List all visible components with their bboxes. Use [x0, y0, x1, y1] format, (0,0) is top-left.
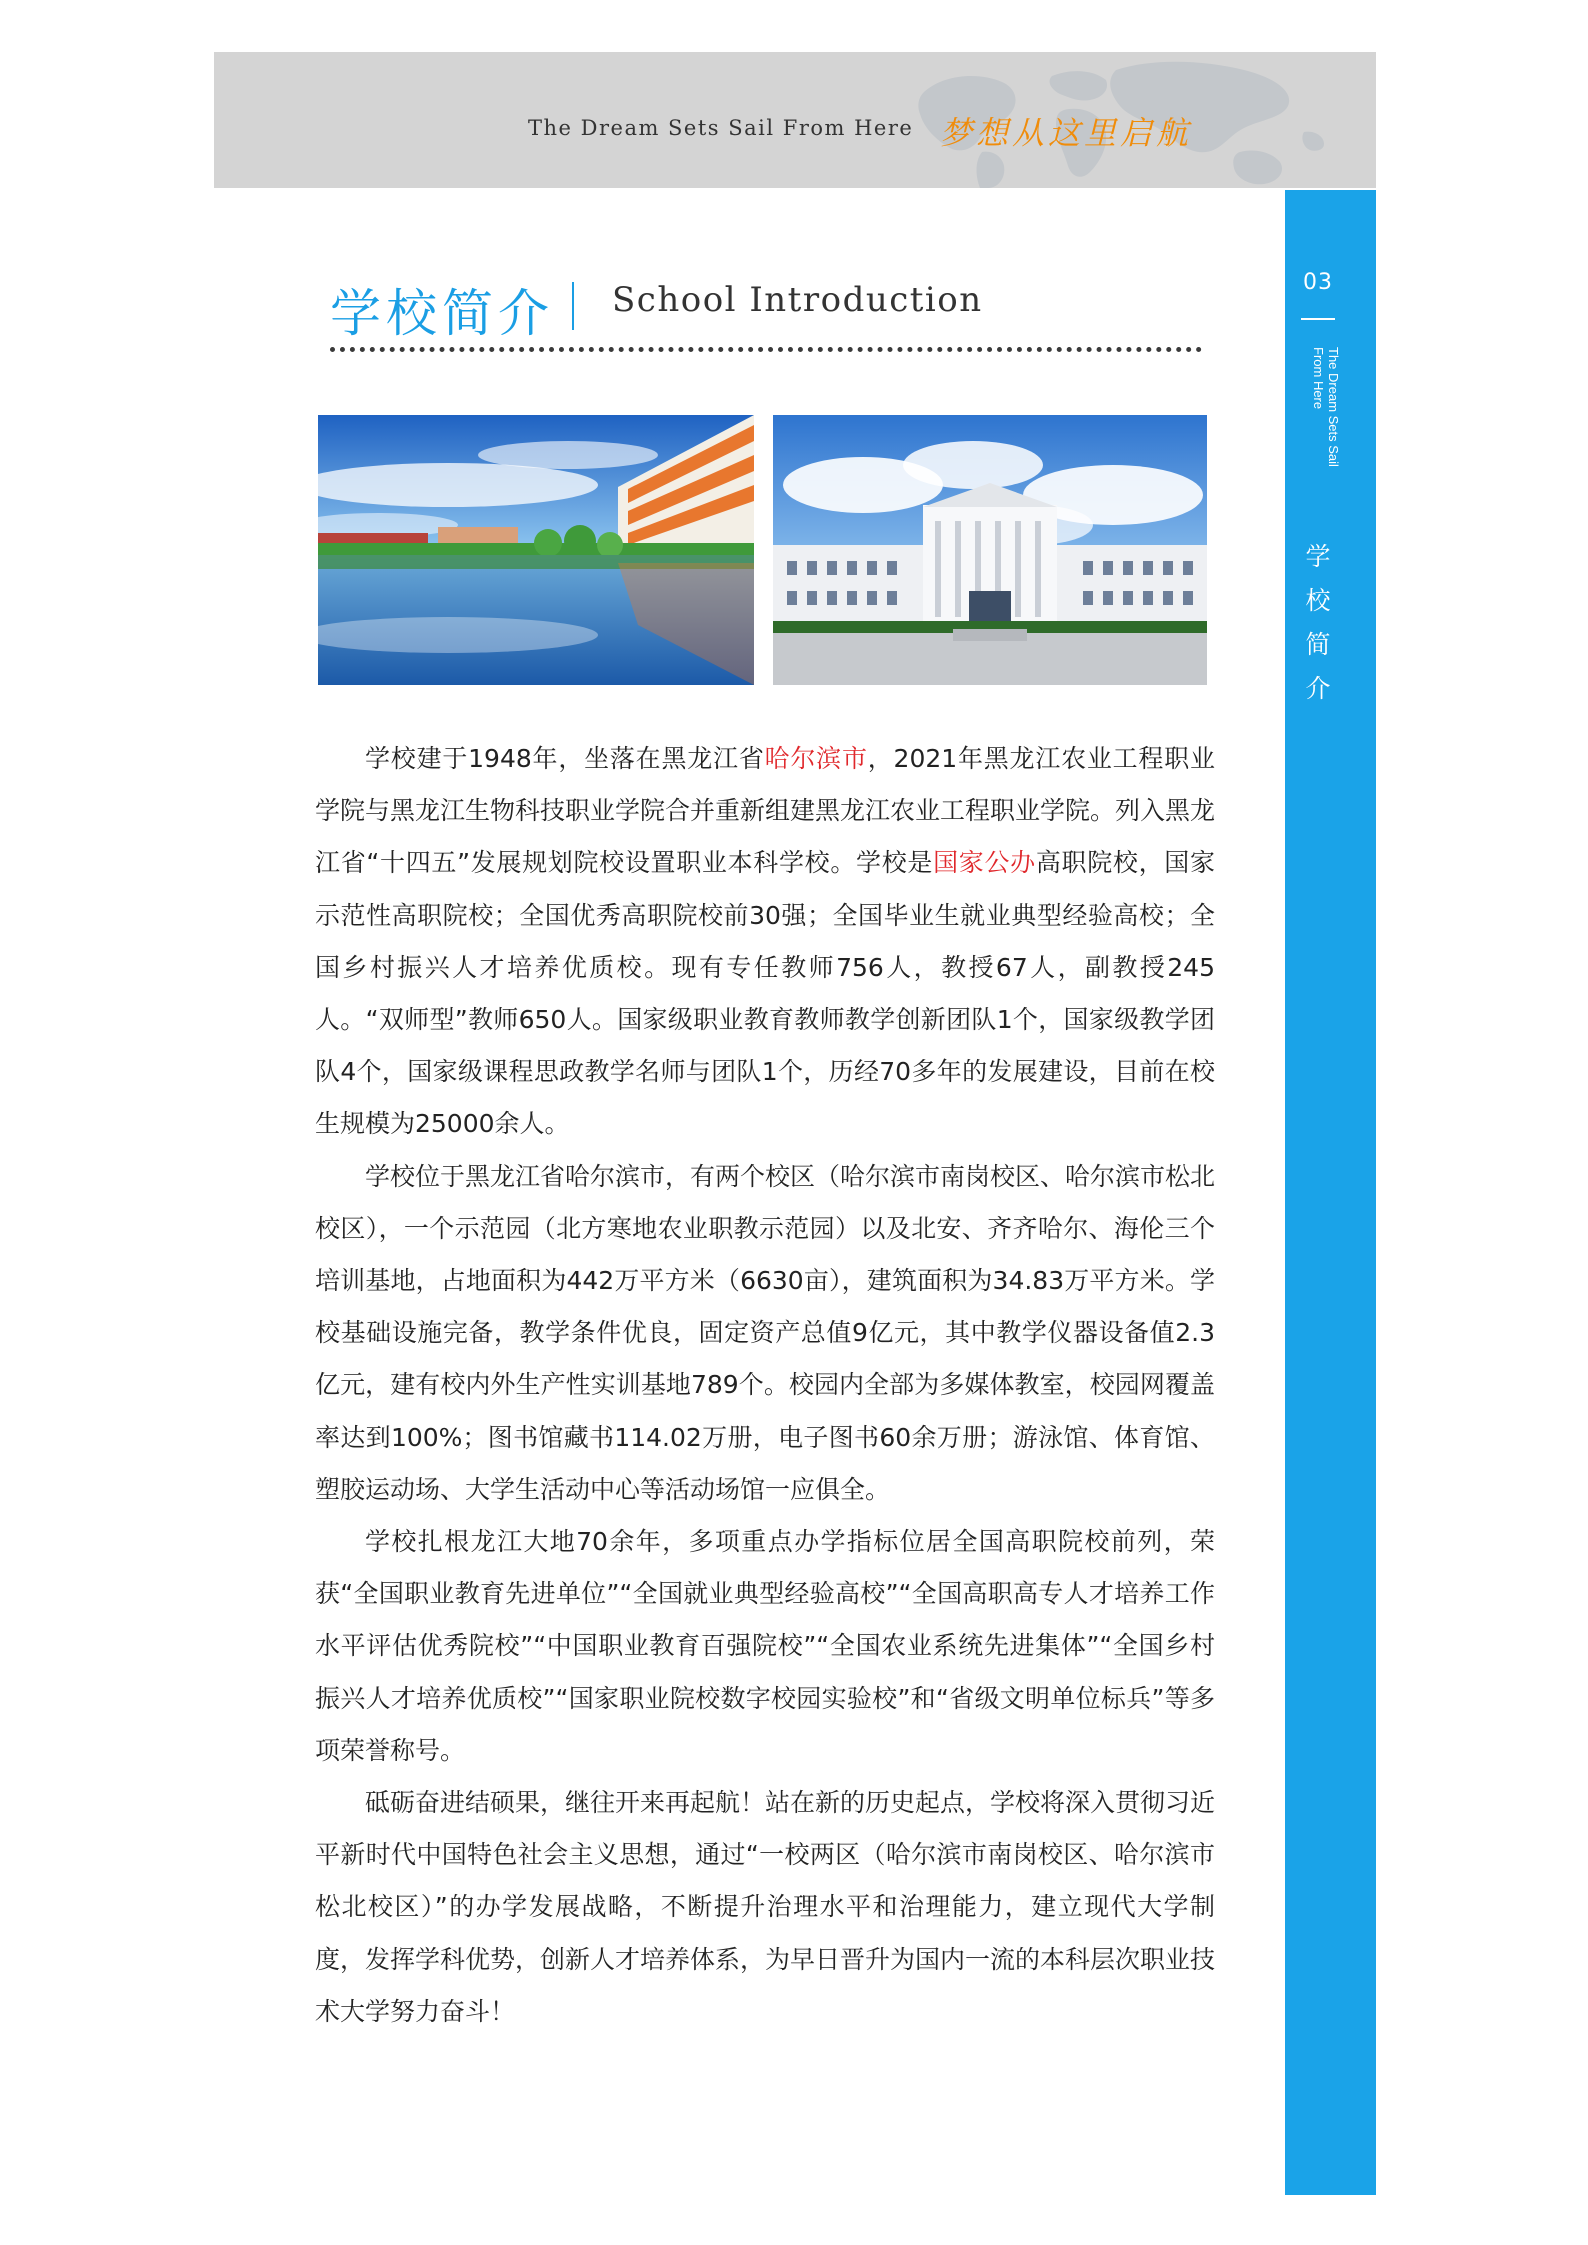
highlight-public: 国家公办	[933, 848, 1036, 878]
main-building-photo	[773, 415, 1207, 685]
page-number: 03	[1303, 270, 1333, 295]
paragraph-2: 学校位于黑龙江省哈尔滨市，有两个校区（哈尔滨市南岗校区、哈尔滨市松北校区），一个示范园（北方寒地农业职教示范园）以及北安、齐齐哈尔、海伦三个培训基地，占地面积为442万平方米（6630亩），建筑面积为34.83万平方米。学校基础设施完备，教学条件优良，固定资产总值9亿元，其中教学仪器设备值2.3亿元，建有校内外生产性实训基地789个。校园内全部为多媒体教室，校园网覆盖率达到100%；图书馆藏书114.02万册，电子图书60余万册；游泳馆、体育馆、塑胶运动场、大学生活动中心等活动场馆一应俱全。	[315, 1161, 1216, 1504]
section-title-en: School Introduction	[612, 280, 983, 320]
side-section-label	[1285, 535, 1351, 711]
paragraph-1-part-b: ，2021年黑龙江农业工程职业学院与黑龙江生物科技职业学院合并重新组建黑龙江农业工程职业学院。列入黑龙江省“十四五”发展规划院校设置职业本科学校。学校是	[315, 744, 1216, 878]
introduction-text	[315, 733, 1215, 2038]
section-title-cn: 学校简介	[330, 285, 555, 344]
dotted-rule	[330, 347, 1202, 352]
header-tagline-en: The Dream Sets Sail From Here	[528, 116, 914, 140]
side-tab	[1285, 190, 1376, 2195]
paragraph-3: 学校扎根龙江大地70余年，多项重点办学指标位居全国高职院校前列，荣获“全国职业教育先进单位”“全国就业典型经验高校”“全国高职高专人才培养工作水平评估优秀院校”“中国职业教育百强院校”“全国农业系统先进集体”“全国乡村振兴人才培养优质校”“国家职业院校数字校园实验校”和“省级文明单位标兵”等多项荣誉称号。	[315, 1527, 1215, 1765]
header-tagline-cn: 梦想从这里启航	[940, 114, 1193, 152]
paragraph-4: 砥砺奋进结硕果，继往开来再起航！站在新的历史起点，学校将深入贯彻习近平新时代中国特色社会主义思想，通过“一校两区（哈尔滨市南岗校区、哈尔滨市松北校区）”的办学发展战略，不断提升治理水平和治理能力，建立现代大学制度，发挥学科优势，创新人才培养体系，为早日晋升为国内一流的本科层次职业技术大学努力奋斗！	[315, 1788, 1216, 2026]
side-section-text: 学校简介	[1305, 542, 1331, 703]
side-tagline-en: The Dream Sets Sail From Here	[1311, 347, 1341, 467]
paragraph-1-part-a: 学校建于1948年，坐落在黑龙江省	[365, 744, 765, 773]
title-divider	[572, 282, 574, 330]
highlight-harbin: 哈尔滨市	[764, 744, 868, 773]
header-band	[214, 52, 1376, 188]
paragraph-1-part-c: 高职院校，国家示范性高职院校；全国优秀高职院校前30强；全国毕业生就业典型经验高校；全国乡村振兴人才培养优质校。现有专任教师756人，教授67人，副教授245人。“双师型”教师650人。国家级职业教育教师教学创新团队1个，国家级教学团队4个，国家级课程思政教学名师与团队1个，历经70多年的发展建设，目前在校生规模为25000余人。	[315, 848, 1215, 1139]
paragraph-1	[315, 733, 1215, 1151]
page-number-rule	[1301, 318, 1335, 320]
campus-lake-photo	[318, 415, 754, 685]
